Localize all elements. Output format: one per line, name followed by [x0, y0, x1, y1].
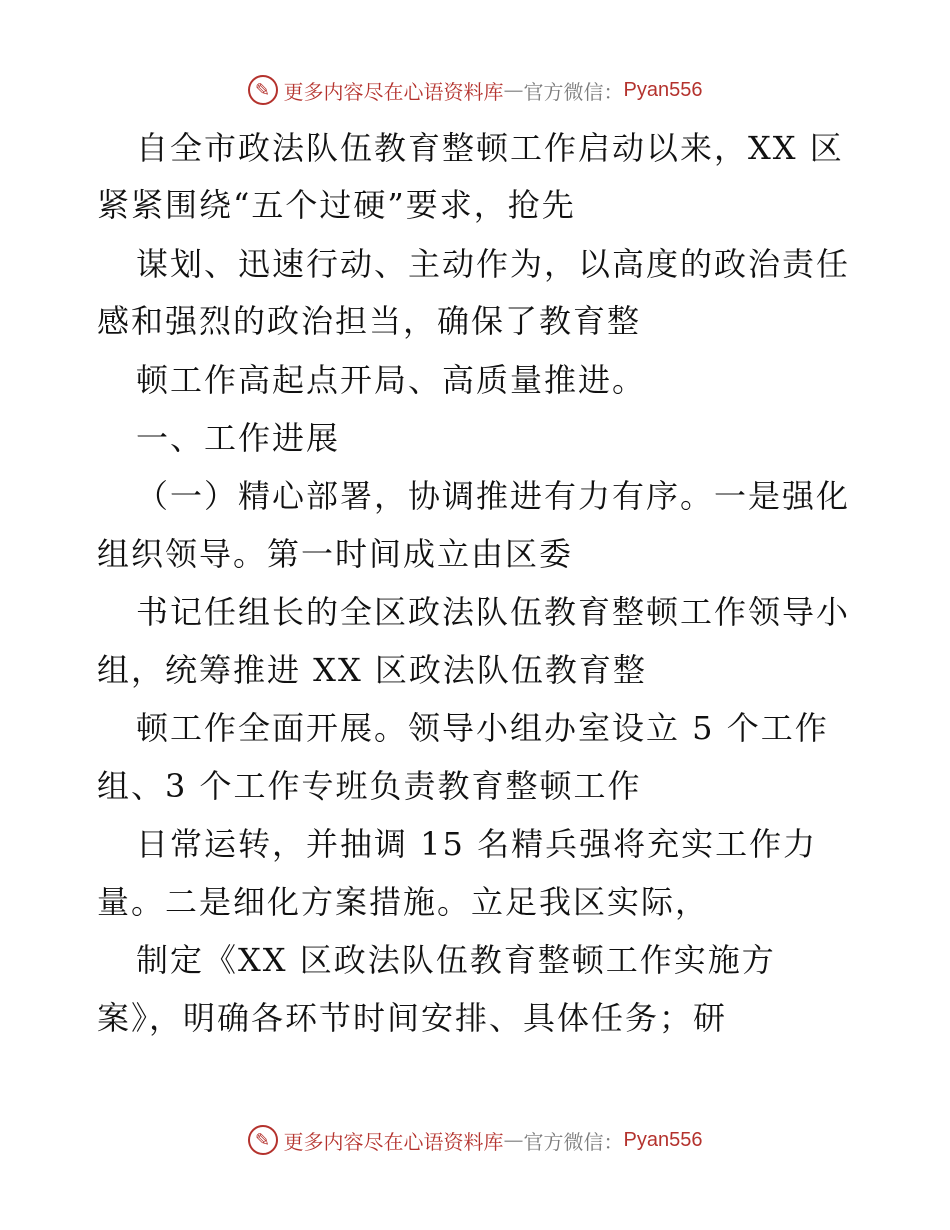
pen-circle-icon: ✎: [248, 75, 278, 105]
text-line: 顿工作全面开展。领导小组办室设立 5 个工作: [136, 709, 829, 747]
banner-handle: Pyan556: [623, 1128, 703, 1151]
text-line: 紧紧围绕“五个过硬”要求，抢先: [97, 186, 576, 224]
banner-brand-text: 更多内容尽在心语资料库: [283, 79, 504, 104]
banner-separator: —: [503, 78, 524, 102]
banner-brand-text: 更多内容尽在心语资料库: [283, 1129, 504, 1154]
text-line: 制定《XX 区政法队伍教育整顿工作实施方: [136, 941, 776, 979]
text-line: 自全市政法队伍教育整顿工作启动以来，XX 区: [136, 129, 844, 167]
banner-separator: —: [503, 1128, 524, 1152]
text-line: 组，统筹推进 XX 区政法队伍教育整: [97, 651, 647, 689]
text-line: 组织领导。第一时间成立由区委: [97, 535, 574, 573]
text-line: 感和强烈的政治担当，确保了教育整: [97, 302, 642, 340]
footer-watermark-banner: [0, 1120, 950, 1160]
header-watermark-banner: [0, 70, 950, 110]
banner-handle: Pyan556: [623, 78, 703, 101]
section-heading: 一、工作进展: [136, 419, 341, 457]
text-line: 谋划、迅速行动、主动作为，以高度的政治责任: [136, 245, 851, 283]
text-line: 书记任组长的全区政法队伍教育整顿工作领导小: [136, 593, 851, 631]
banner-label: 官方微信：: [523, 1129, 624, 1154]
text-line: 顿工作高起点开局、高质量推进。: [136, 361, 647, 399]
text-line: 组、3 个工作专班负责教育整顿工作: [97, 767, 642, 805]
pen-circle-icon: ✎: [248, 1125, 278, 1155]
text-line: 日常运转，并抽调 15 名精兵强将充实工作力: [136, 825, 818, 863]
banner-label: 官方微信：: [523, 79, 624, 104]
text-line: 案》，明确各环节时间安排、具体任务；研: [97, 999, 728, 1037]
text-line: （一）精心部署，协调推进有力有序。一是强化: [136, 477, 851, 515]
text-line: 量。二是细化方案措施。立足我区实际，: [97, 883, 710, 921]
